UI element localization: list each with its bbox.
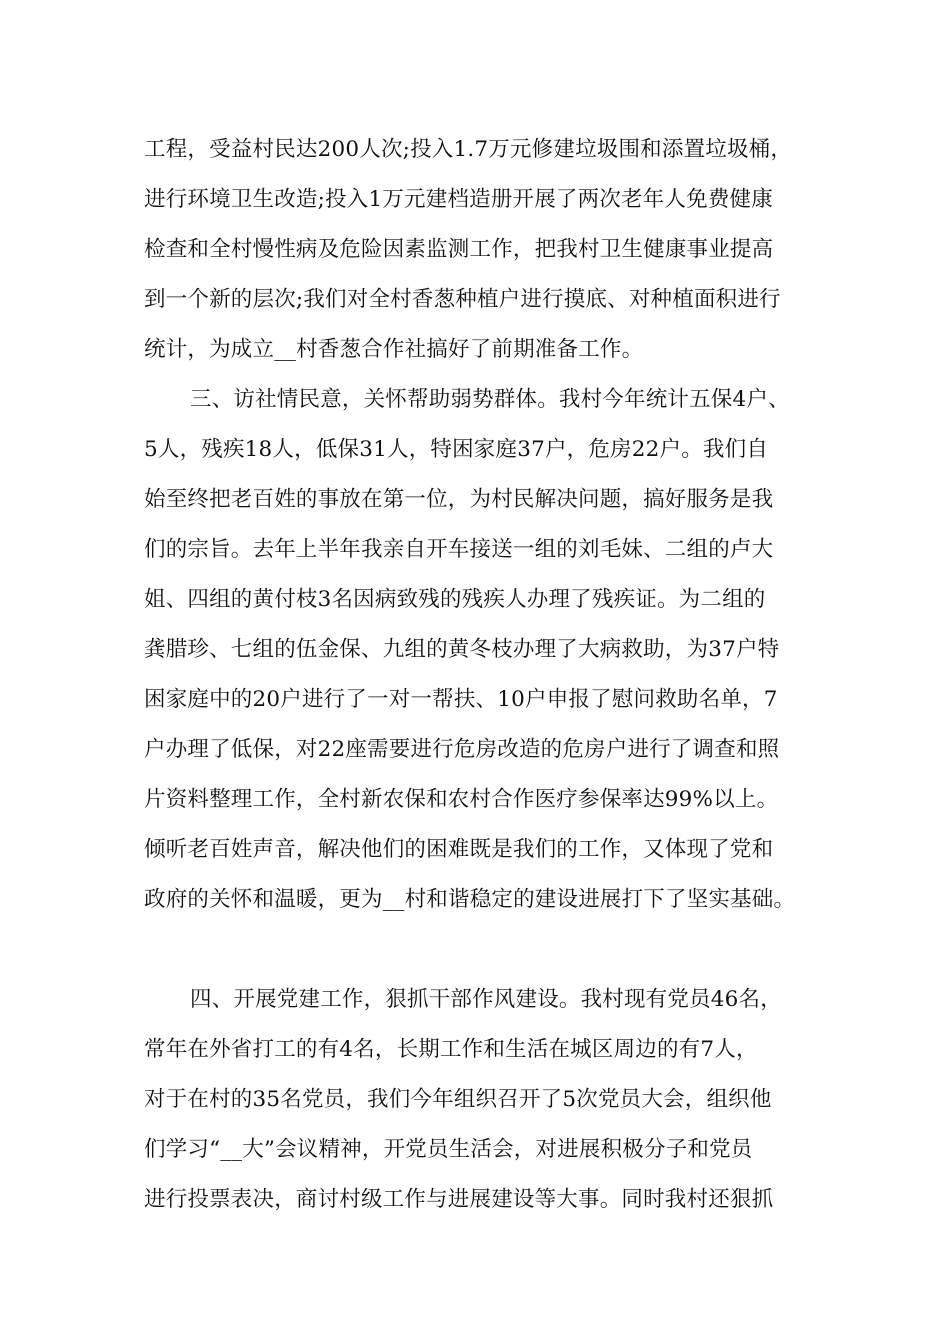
text-line: 三、访社情民意，关怀帮助弱势群体。我村今年统计五保4户、 [190,387,790,412]
text-line: 们学习“__大”会议精神，开党员生活会，对进展积极分子和党员 [144,1137,753,1162]
text-line: 对于在村的35名党员，我们今年组织召开了5次党员大会，组织他 [144,1087,772,1112]
text-line: 政府的关怀和温暖，更为__村和谐稳定的建设进展打下了坚实基础。 [144,887,796,912]
text-line: 户办理了低保，对22座需要进行危房改造的危房户进行了调查和照 [144,737,780,762]
text-line: 进行投票表决，商讨村级工作与进展建设等大事。同时我村还狠抓 [144,1187,774,1212]
text-line: 姐、四组的黄付枝3名因病致残的残疾人办理了残疾证。为二组的 [144,587,766,612]
text-line: 5人，残疾18人，低保31人，特困家庭37户，危房22户。我们自 [144,437,769,462]
text-line: 倾听老百姓声音，解决他们的困难既是我们的工作，又体现了党和 [144,837,774,862]
text-line: 检查和全村慢性病及危险因素监测工作，把我村卫生健康事业提高 [144,237,774,262]
text-line: 始至终把老百姓的事放在第一位，为村民解决问题，搞好服务是我 [144,487,774,512]
text-line: 们的宗旨。去年上半年我亲自开车接送一组的刘毛妹、二组的卢大 [144,537,774,562]
text-line: 进行环境卫生改造;投入1万元建档造册开展了两次老年人免费健康 [144,187,773,212]
text-line: 工程，受益村民达200人次;投入1.7万元修建垃圾围和添置垃圾桶， [144,137,793,162]
text-line: 困家庭中的20户进行了一对一帮扶、10户申报了慰问救助名单，7 [144,687,778,712]
text-line: 统计，为成立__村香葱合作社搞好了前期准备工作。 [144,337,644,362]
text-line: 到一个新的层次;我们对全村香葱种植户进行摸底、对种植面积进行 [144,287,781,312]
text-line: 常年在外省打工的有4名，长期工作和生活在城区周边的有7人， [144,1037,758,1062]
text-line: 四、开展党建工作，狠抓干部作风建设。我村现有党员46名， [190,987,782,1012]
text-line: 龚腊珍、七组的伍金保、九组的黄冬枝办理了大病救助，为37户特 [144,637,780,662]
text-line: 片资料整理工作，全村新农保和农村合作医疗参保率达99%以上。 [144,787,779,812]
